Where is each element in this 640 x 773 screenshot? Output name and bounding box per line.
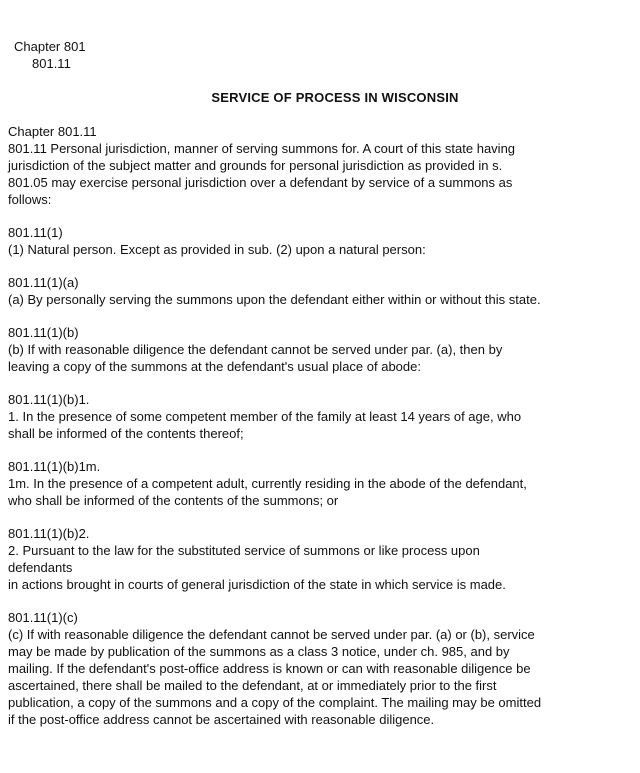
section-text-line: in actions brought in courts of general jurisdiction of the state in which service is made. xyxy=(8,577,506,592)
section-reference: 801.11(1)(b)1. xyxy=(8,392,90,407)
statute-section xyxy=(8,324,633,375)
section-text-line: follows: xyxy=(8,192,52,207)
section-text-line: mailing. If the defendant's post-office address is known or can with reasonable diligence be xyxy=(8,661,531,676)
section-text-line: 1. In the presence of some competent member of the family at least 14 years of age, who xyxy=(8,409,522,424)
section-reference: 801.11(1)(b) xyxy=(8,325,79,340)
section-reference: 801.11(1)(b)2. xyxy=(8,526,90,541)
statute-section xyxy=(8,391,633,442)
section-text-line: ascertained, there shall be mailed to the defendant, at or immediately prior to the first xyxy=(8,678,497,693)
section-text-line: if the post-office address cannot be ascertained with reasonable diligence. xyxy=(8,712,435,727)
section-text-line: 2. Pursuant to the law for the substituted service of summons or like process upon xyxy=(8,543,480,558)
section-reference: 801.11(1) xyxy=(8,225,63,240)
section-reference: 801.11(1)(a) xyxy=(8,275,79,290)
statute-section xyxy=(8,525,633,593)
section-text-line: (b) If with reasonable diligence the defendant cannot be served under par. (a), then by xyxy=(8,342,503,357)
section-reference: 801.11(1)(c) xyxy=(8,610,78,625)
section-text-line: leaving a copy of the summons at the defendant's usual place of abode: xyxy=(8,359,421,374)
section-text-line: publication, a copy of the summons and a copy of the complaint. The mailing may be omitted xyxy=(8,695,542,710)
section-text-line: 1m. In the presence of a competent adult, currently residing in the abode of the defendant, xyxy=(8,476,527,491)
statute-section xyxy=(8,458,633,509)
section-text-line: (c) If with reasonable diligence the defendant cannot be served under par. (a) or (b), service xyxy=(8,627,535,642)
section-text-line: may be made by publication of the summons as a class 3 notice, under ch. 985, and by xyxy=(8,644,510,659)
header-chapter: Chapter 801 xyxy=(14,39,86,54)
statute-section xyxy=(8,609,633,728)
section-text-line: 801.11 Personal jurisdiction, manner of serving summons for. A court of this state having xyxy=(8,141,516,156)
section-text-line: (1) Natural person. Except as provided in sub. (2) upon a natural person: xyxy=(8,242,426,257)
section-text-line: (a) By personally serving the summons upon the defendant either within or without this state. xyxy=(8,292,541,307)
section-reference: 801.11(1)(b)1m. xyxy=(8,459,101,474)
document-body xyxy=(8,123,633,744)
statute-section xyxy=(8,224,633,258)
section-reference: Chapter 801.11 xyxy=(8,124,97,139)
header-section: 801.11 xyxy=(32,56,71,71)
statute-section xyxy=(8,274,633,308)
section-text-line: who shall be informed of the contents of the summons; or xyxy=(8,493,339,508)
section-text-line: jurisdiction of the subject matter and grounds for personal jurisdiction as provided in s. xyxy=(8,158,503,173)
section-text-line: shall be informed of the contents thereof; xyxy=(8,426,244,441)
document-title: SERVICE OF PROCESS IN WISCONSIN xyxy=(211,90,459,105)
document-header xyxy=(14,38,86,72)
section-text-line: 801.05 may exercise personal jurisdiction over a defendant by service of a summons as xyxy=(8,175,513,190)
statute-section xyxy=(8,123,633,208)
section-text-line: defendants xyxy=(8,560,73,575)
